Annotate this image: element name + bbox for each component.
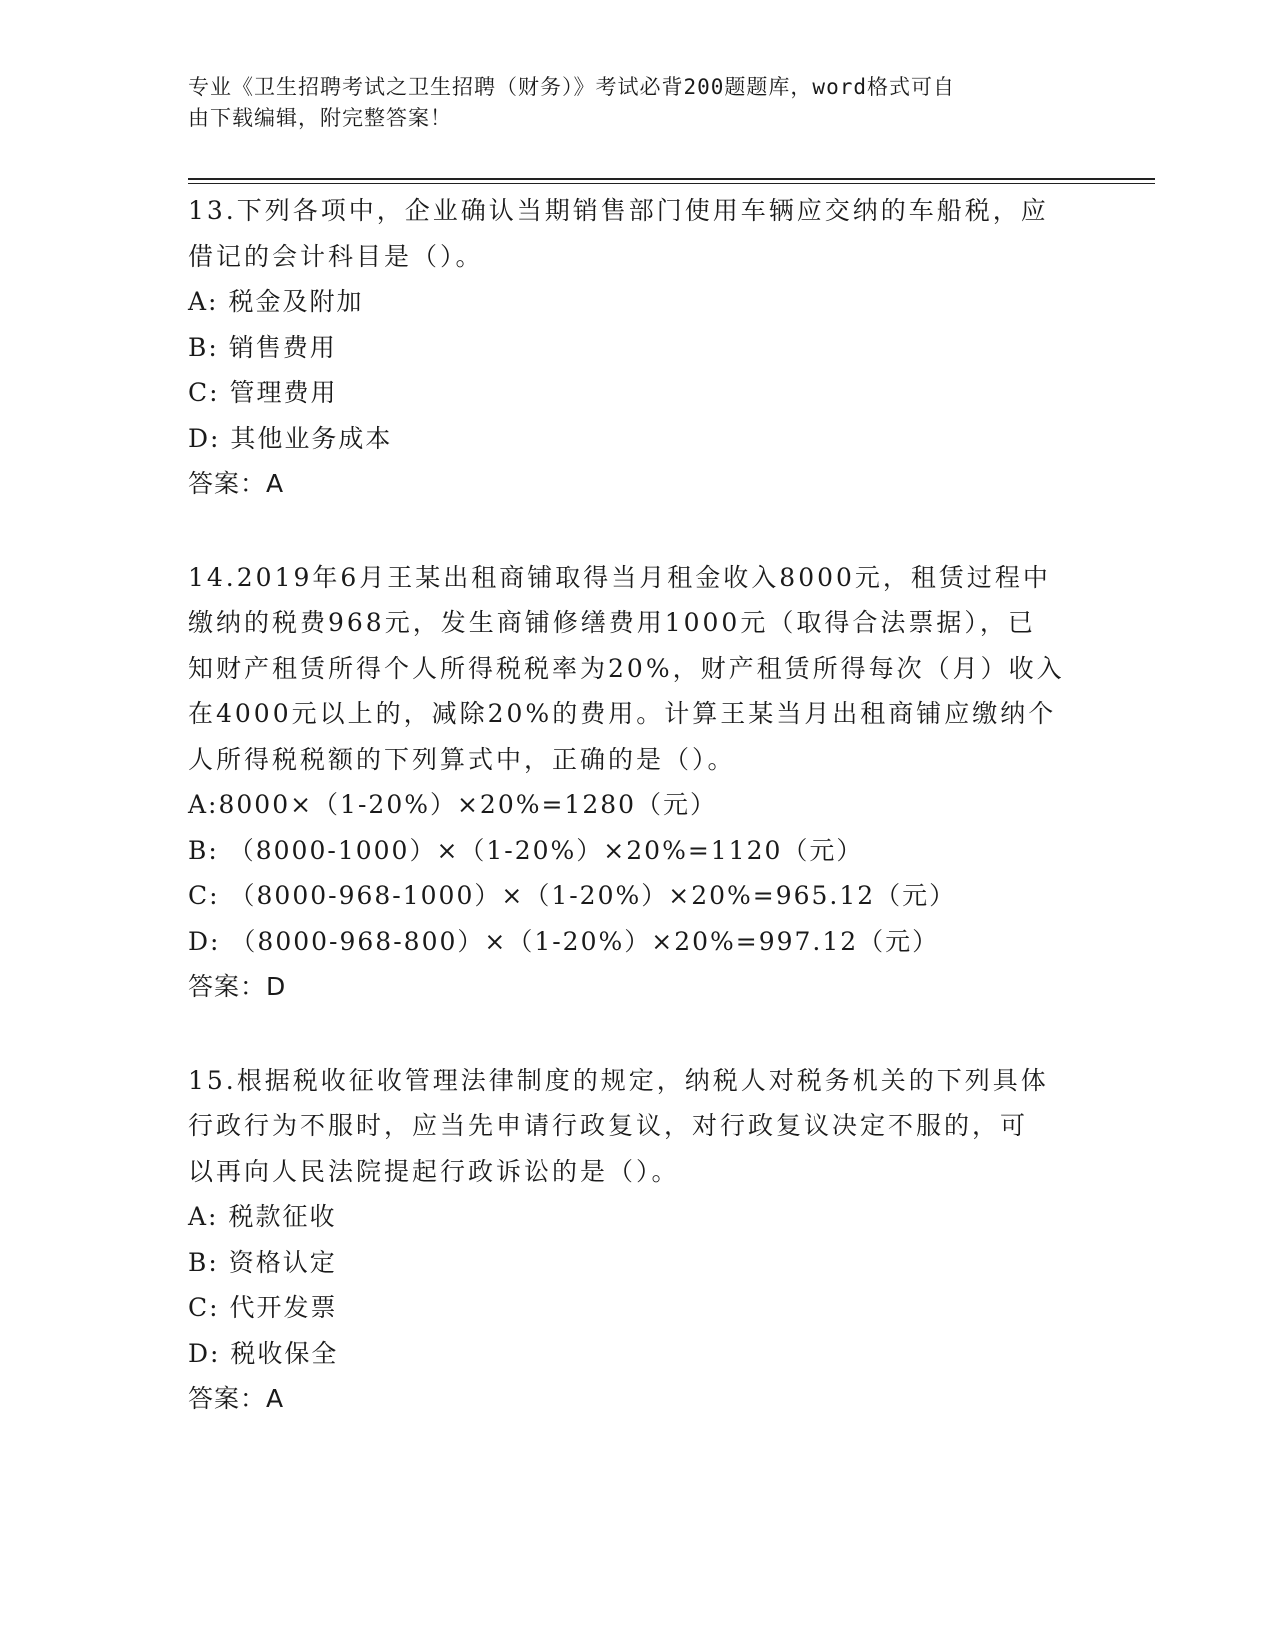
- option-text: 8000×（1-20%）×20%=1280（元）: [218, 790, 718, 819]
- question-stem-line: 缴纳的税费968元，发生商铺修缮费用1000元（取得合法票据），已: [188, 608, 1036, 637]
- option-text: 销售费用: [228, 332, 337, 362]
- header-rule-thick: [188, 178, 1155, 180]
- option-text: （8000-968-800）×（1-20%）×20%=997.12（元）: [230, 926, 940, 956]
- question-14: [188, 555, 1088, 1010]
- answer-line: 答案：D: [188, 972, 287, 1001]
- header-line-2: 由下载编辑，附完整答案！: [188, 106, 452, 130]
- option-a: [188, 1194, 1088, 1240]
- option-d: [188, 919, 1088, 965]
- option-text: 税金及附加: [228, 287, 364, 316]
- option-text: （8000-968-1000）×（1-20%）×20%=965.12（元）: [229, 881, 957, 910]
- question-stem-line: 在4000元以上的，减除20%的费用。计算王某当月出租商铺应缴纳个: [188, 699, 1057, 728]
- option-text: 税款征收: [228, 1202, 337, 1231]
- option-text: 代开发票: [229, 1293, 338, 1322]
- option-letter: B:: [188, 1247, 219, 1277]
- option-text: 其他业务成本: [230, 423, 393, 453]
- option-letter: C:: [188, 1293, 220, 1322]
- option-b: [188, 1240, 1088, 1286]
- option-letter: A:: [188, 287, 219, 316]
- option-a: [188, 279, 1088, 325]
- document-header: [188, 72, 1088, 134]
- question-list: [188, 188, 1088, 1470]
- option-letter: D:: [188, 926, 221, 956]
- option-letter: B:: [188, 835, 219, 865]
- option-a: [188, 782, 1088, 828]
- option-letter: B:: [188, 332, 219, 362]
- option-letter: D:: [188, 423, 221, 453]
- answer-line: 答案：A: [188, 469, 285, 498]
- option-c: [188, 1285, 1088, 1331]
- question-stem-line: 行政行为不服时，应当先申请行政复议，对行政复议决定不服的，可: [188, 1111, 1029, 1140]
- question-15: [188, 1058, 1088, 1422]
- option-letter: C:: [188, 881, 220, 910]
- option-b: [188, 828, 1088, 874]
- option-letter: C:: [188, 378, 220, 407]
- question-stem-line: 借记的会计科目是（）。: [188, 241, 484, 271]
- option-letter: A:: [188, 1202, 219, 1231]
- option-c: [188, 370, 1088, 416]
- question-stem-line: 15.根据税收征收管理法律制度的规定，纳税人对税务机关的下列具体: [188, 1065, 1049, 1095]
- question-stem-line: 14.2019年6月王某出租商铺取得当月租金收入8000元，租赁过程中: [188, 562, 1051, 592]
- option-c: [188, 873, 1088, 919]
- question-13: [188, 188, 1088, 507]
- option-letter: A:: [188, 790, 219, 819]
- option-d: [188, 1331, 1088, 1377]
- answer-line: 答案：A: [188, 1384, 285, 1413]
- question-stem-line: 知财产租赁所得个人所得税税率为20%，财产租赁所得每次（月）收入: [188, 653, 1065, 683]
- option-letter: D:: [188, 1338, 221, 1368]
- header-line-1: 专业《卫生招聘考试之卫生招聘（财务）》考试必背200题题库，word格式可自: [188, 75, 955, 99]
- option-text: （8000-1000）×（1-20%）×20%=1120（元）: [228, 835, 864, 865]
- option-b: [188, 325, 1088, 371]
- option-text: 资格认定: [228, 1247, 337, 1277]
- header-rule-thin: [188, 183, 1155, 184]
- question-stem-line: 13.下列各项中，企业确认当期销售部门使用车辆应交纳的车船税，应: [188, 196, 1049, 225]
- option-d: [188, 416, 1088, 462]
- question-stem-line: 以再向人民法院提起行政诉讼的是（）。: [188, 1156, 680, 1186]
- option-text: 管理费用: [229, 378, 338, 407]
- question-stem-line: 人所得税税额的下列算式中，正确的是（）。: [188, 744, 736, 774]
- option-text: 税收保全: [230, 1338, 339, 1368]
